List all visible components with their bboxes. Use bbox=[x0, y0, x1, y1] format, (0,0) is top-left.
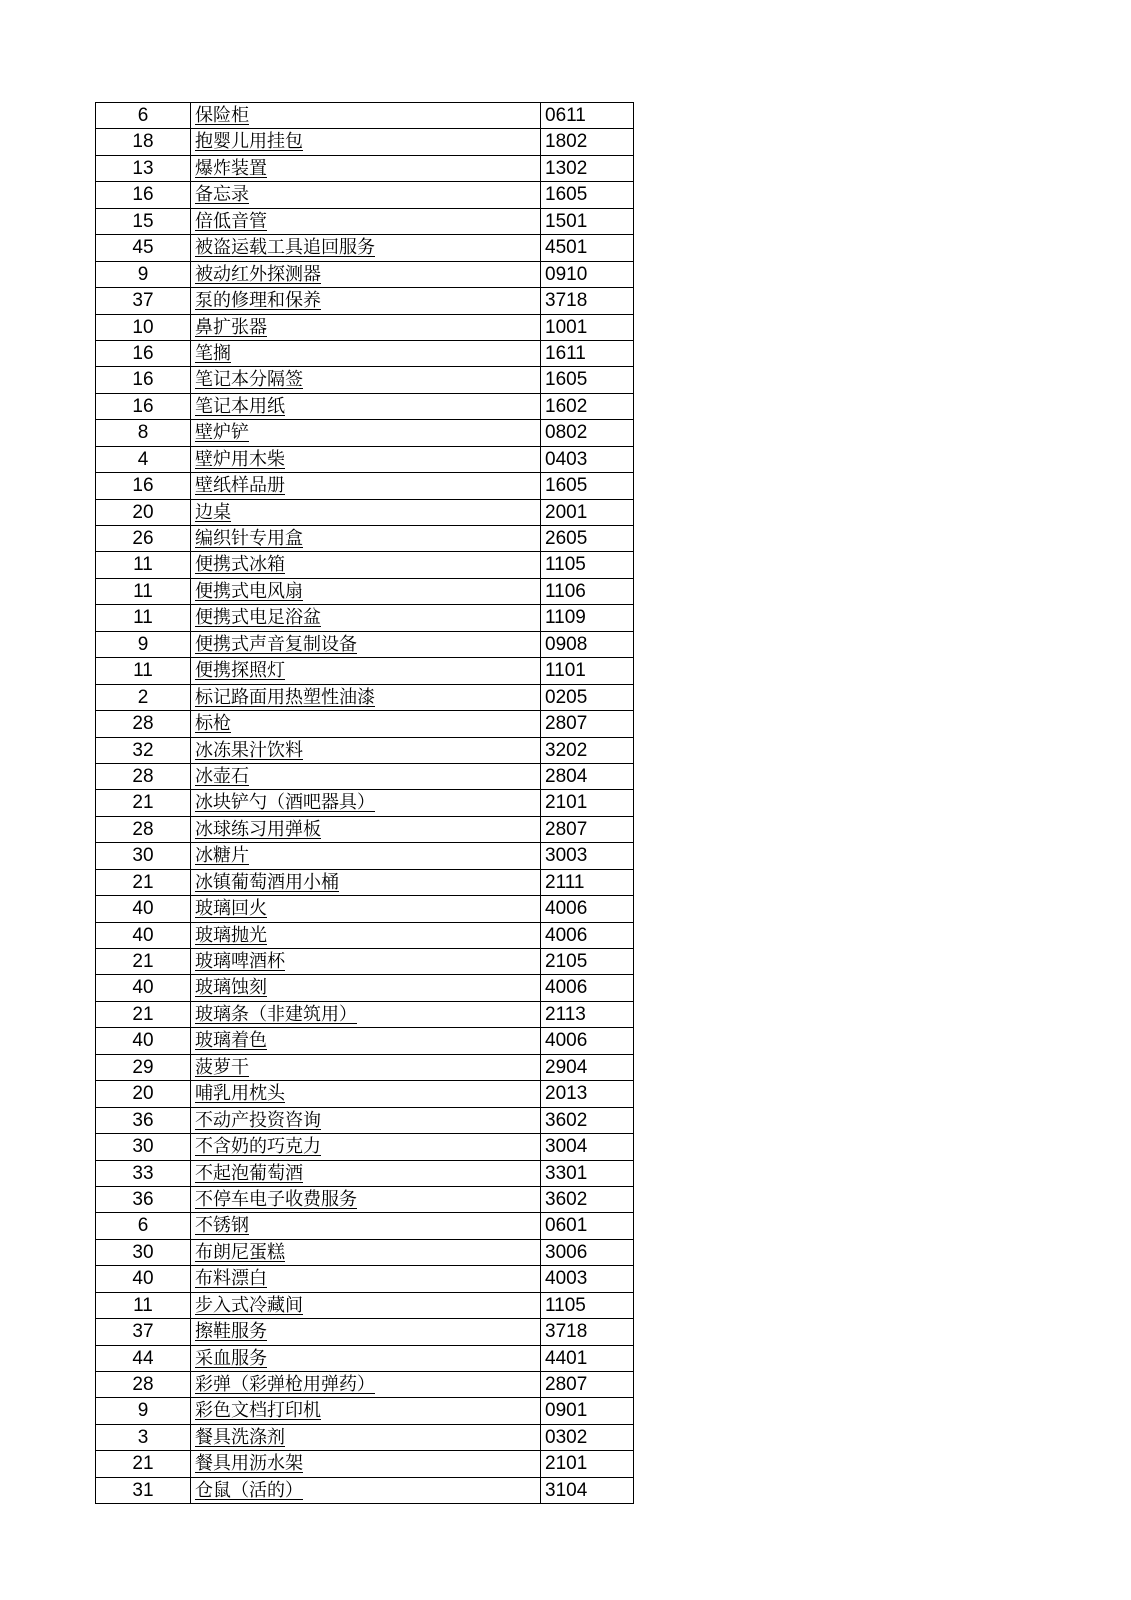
table-row bbox=[96, 1028, 634, 1054]
group-code-cell: 1605 bbox=[541, 473, 634, 499]
group-code-cell: 1106 bbox=[541, 578, 634, 604]
class-number-cell: 30 bbox=[96, 1134, 191, 1160]
class-number-cell: 18 bbox=[96, 129, 191, 155]
item-name-cell: 冰冻果汁饮料 bbox=[191, 737, 541, 763]
item-name-cell: 彩色文档打印机 bbox=[191, 1398, 541, 1424]
group-code-cell: 0601 bbox=[541, 1213, 634, 1239]
group-code-cell: 2807 bbox=[541, 816, 634, 842]
table-row bbox=[96, 922, 634, 948]
goods-classification-table bbox=[95, 102, 634, 1504]
group-code-cell: 1105 bbox=[541, 552, 634, 578]
item-name-cell: 标记路面用热塑性油漆 bbox=[191, 684, 541, 710]
table-row bbox=[96, 658, 634, 684]
group-code-cell: 1001 bbox=[541, 314, 634, 340]
item-name-cell: 笔记本分隔签 bbox=[191, 367, 541, 393]
item-name-cell: 便携式电风扇 bbox=[191, 578, 541, 604]
group-code-cell: 4003 bbox=[541, 1266, 634, 1292]
group-code-cell: 2013 bbox=[541, 1081, 634, 1107]
group-code-cell: 2105 bbox=[541, 949, 634, 975]
class-number-cell: 20 bbox=[96, 499, 191, 525]
item-name-cell: 不动产投资咨询 bbox=[191, 1107, 541, 1133]
group-code-cell: 0901 bbox=[541, 1398, 634, 1424]
item-name-cell: 不锈钢 bbox=[191, 1213, 541, 1239]
item-name-cell: 便携探照灯 bbox=[191, 658, 541, 684]
table-row bbox=[96, 949, 634, 975]
table-body bbox=[96, 103, 634, 1504]
table-row bbox=[96, 631, 634, 657]
class-number-cell: 3 bbox=[96, 1424, 191, 1450]
class-number-cell: 16 bbox=[96, 393, 191, 419]
class-number-cell: 40 bbox=[96, 896, 191, 922]
item-name-cell: 不含奶的巧克力 bbox=[191, 1134, 541, 1160]
class-number-cell: 40 bbox=[96, 975, 191, 1001]
item-name-cell: 步入式冷藏间 bbox=[191, 1292, 541, 1318]
group-code-cell: 0802 bbox=[541, 420, 634, 446]
table-row bbox=[96, 473, 634, 499]
class-number-cell: 4 bbox=[96, 446, 191, 472]
class-number-cell: 21 bbox=[96, 949, 191, 975]
item-name-cell: 被动红外探测器 bbox=[191, 261, 541, 287]
table-row bbox=[96, 790, 634, 816]
group-code-cell: 1605 bbox=[541, 182, 634, 208]
table-row bbox=[96, 446, 634, 472]
table-row bbox=[96, 816, 634, 842]
table-row bbox=[96, 129, 634, 155]
class-number-cell: 9 bbox=[96, 631, 191, 657]
class-number-cell: 28 bbox=[96, 711, 191, 737]
group-code-cell: 0302 bbox=[541, 1424, 634, 1450]
table-row bbox=[96, 1424, 634, 1450]
item-name-cell: 备忘录 bbox=[191, 182, 541, 208]
item-name-cell: 布朗尼蛋糕 bbox=[191, 1239, 541, 1265]
item-name-cell: 冰球练习用弹板 bbox=[191, 816, 541, 842]
table-row bbox=[96, 975, 634, 1001]
class-number-cell: 16 bbox=[96, 182, 191, 208]
table-row bbox=[96, 1398, 634, 1424]
table-row bbox=[96, 1054, 634, 1080]
table-row bbox=[96, 1213, 634, 1239]
group-code-cell: 4006 bbox=[541, 922, 634, 948]
item-name-cell: 玻璃着色 bbox=[191, 1028, 541, 1054]
item-name-cell: 倍低音管 bbox=[191, 208, 541, 234]
group-code-cell: 3602 bbox=[541, 1186, 634, 1212]
table-row bbox=[96, 1372, 634, 1398]
group-code-cell: 3718 bbox=[541, 1319, 634, 1345]
item-name-cell: 玻璃抛光 bbox=[191, 922, 541, 948]
item-name-cell: 便携式冰箱 bbox=[191, 552, 541, 578]
item-name-cell: 笔记本用纸 bbox=[191, 393, 541, 419]
class-number-cell: 36 bbox=[96, 1107, 191, 1133]
table-row bbox=[96, 1319, 634, 1345]
item-name-cell: 玻璃条（非建筑用） bbox=[191, 1001, 541, 1027]
item-name-cell: 玻璃啤酒杯 bbox=[191, 949, 541, 975]
group-code-cell: 1302 bbox=[541, 155, 634, 181]
group-code-cell: 3718 bbox=[541, 288, 634, 314]
item-name-cell: 彩弹（彩弹枪用弹药） bbox=[191, 1372, 541, 1398]
group-code-cell: 2605 bbox=[541, 526, 634, 552]
group-code-cell: 3202 bbox=[541, 737, 634, 763]
group-code-cell: 1109 bbox=[541, 605, 634, 631]
group-code-cell: 1802 bbox=[541, 129, 634, 155]
group-code-cell: 2001 bbox=[541, 499, 634, 525]
class-number-cell: 11 bbox=[96, 658, 191, 684]
item-name-cell: 玻璃蚀刻 bbox=[191, 975, 541, 1001]
class-number-cell: 30 bbox=[96, 1239, 191, 1265]
group-code-cell: 0611 bbox=[541, 103, 634, 129]
item-name-cell: 采血服务 bbox=[191, 1345, 541, 1371]
item-name-cell: 餐具用沥水架 bbox=[191, 1451, 541, 1477]
group-code-cell: 2101 bbox=[541, 1451, 634, 1477]
item-name-cell: 鼻扩张器 bbox=[191, 314, 541, 340]
class-number-cell: 8 bbox=[96, 420, 191, 446]
item-name-cell: 玻璃回火 bbox=[191, 896, 541, 922]
table-row bbox=[96, 367, 634, 393]
table-row bbox=[96, 314, 634, 340]
group-code-cell: 4501 bbox=[541, 235, 634, 261]
item-name-cell: 不起泡葡萄酒 bbox=[191, 1160, 541, 1186]
class-number-cell: 21 bbox=[96, 1001, 191, 1027]
class-number-cell: 10 bbox=[96, 314, 191, 340]
class-number-cell: 20 bbox=[96, 1081, 191, 1107]
class-number-cell: 33 bbox=[96, 1160, 191, 1186]
class-number-cell: 45 bbox=[96, 235, 191, 261]
item-name-cell: 布料漂白 bbox=[191, 1266, 541, 1292]
group-code-cell: 4006 bbox=[541, 1028, 634, 1054]
group-code-cell: 3003 bbox=[541, 843, 634, 869]
group-code-cell: 2807 bbox=[541, 1372, 634, 1398]
item-name-cell: 编织针专用盒 bbox=[191, 526, 541, 552]
table-row bbox=[96, 1292, 634, 1318]
table-row bbox=[96, 684, 634, 710]
class-number-cell: 6 bbox=[96, 103, 191, 129]
class-number-cell: 2 bbox=[96, 684, 191, 710]
table-row bbox=[96, 103, 634, 129]
table-row bbox=[96, 155, 634, 181]
table-row bbox=[96, 235, 634, 261]
table-row bbox=[96, 261, 634, 287]
table-row bbox=[96, 288, 634, 314]
table-row bbox=[96, 1451, 634, 1477]
table-row bbox=[96, 499, 634, 525]
item-name-cell: 便携式声音复制设备 bbox=[191, 631, 541, 657]
table-row bbox=[96, 1001, 634, 1027]
table-row bbox=[96, 711, 634, 737]
group-code-cell: 3104 bbox=[541, 1477, 634, 1503]
class-number-cell: 16 bbox=[96, 340, 191, 366]
item-name-cell: 餐具洗涤剂 bbox=[191, 1424, 541, 1450]
group-code-cell: 3006 bbox=[541, 1239, 634, 1265]
class-number-cell: 40 bbox=[96, 1266, 191, 1292]
table-row bbox=[96, 1345, 634, 1371]
item-name-cell: 冰块铲勺（酒吧器具） bbox=[191, 790, 541, 816]
item-name-cell: 抱婴儿用挂包 bbox=[191, 129, 541, 155]
item-name-cell: 冰镇葡萄酒用小桶 bbox=[191, 869, 541, 895]
group-code-cell: 1501 bbox=[541, 208, 634, 234]
class-number-cell: 28 bbox=[96, 1372, 191, 1398]
item-name-cell: 不停车电子收费服务 bbox=[191, 1186, 541, 1212]
table-row bbox=[96, 869, 634, 895]
group-code-cell: 3602 bbox=[541, 1107, 634, 1133]
group-code-cell: 0403 bbox=[541, 446, 634, 472]
class-number-cell: 28 bbox=[96, 763, 191, 789]
class-number-cell: 11 bbox=[96, 605, 191, 631]
table-row bbox=[96, 763, 634, 789]
table-row bbox=[96, 578, 634, 604]
group-code-cell: 4401 bbox=[541, 1345, 634, 1371]
class-number-cell: 30 bbox=[96, 843, 191, 869]
item-name-cell: 菠萝干 bbox=[191, 1054, 541, 1080]
group-code-cell: 1101 bbox=[541, 658, 634, 684]
class-number-cell: 32 bbox=[96, 737, 191, 763]
group-code-cell: 2804 bbox=[541, 763, 634, 789]
class-number-cell: 26 bbox=[96, 526, 191, 552]
class-number-cell: 40 bbox=[96, 922, 191, 948]
class-number-cell: 44 bbox=[96, 1345, 191, 1371]
class-number-cell: 37 bbox=[96, 288, 191, 314]
group-code-cell: 4006 bbox=[541, 896, 634, 922]
group-code-cell: 0205 bbox=[541, 684, 634, 710]
group-code-cell: 1611 bbox=[541, 340, 634, 366]
class-number-cell: 11 bbox=[96, 1292, 191, 1318]
group-code-cell: 1602 bbox=[541, 393, 634, 419]
table-row bbox=[96, 393, 634, 419]
table-row bbox=[96, 1239, 634, 1265]
table-row bbox=[96, 552, 634, 578]
table-row bbox=[96, 526, 634, 552]
class-number-cell: 15 bbox=[96, 208, 191, 234]
class-number-cell: 29 bbox=[96, 1054, 191, 1080]
group-code-cell: 2807 bbox=[541, 711, 634, 737]
class-number-cell: 21 bbox=[96, 790, 191, 816]
item-name-cell: 标枪 bbox=[191, 711, 541, 737]
class-number-cell: 31 bbox=[96, 1477, 191, 1503]
class-number-cell: 28 bbox=[96, 816, 191, 842]
group-code-cell: 0910 bbox=[541, 261, 634, 287]
item-name-cell: 壁炉用木柴 bbox=[191, 446, 541, 472]
table-row bbox=[96, 420, 634, 446]
table-row bbox=[96, 182, 634, 208]
class-number-cell: 37 bbox=[96, 1319, 191, 1345]
item-name-cell: 爆炸装置 bbox=[191, 155, 541, 181]
class-number-cell: 16 bbox=[96, 473, 191, 499]
class-number-cell: 11 bbox=[96, 578, 191, 604]
group-code-cell: 0908 bbox=[541, 631, 634, 657]
group-code-cell: 4006 bbox=[541, 975, 634, 1001]
table-row bbox=[96, 1477, 634, 1503]
class-number-cell: 36 bbox=[96, 1186, 191, 1212]
table-row bbox=[96, 1081, 634, 1107]
class-number-cell: 21 bbox=[96, 869, 191, 895]
table-row bbox=[96, 1107, 634, 1133]
table-row bbox=[96, 896, 634, 922]
class-number-cell: 40 bbox=[96, 1028, 191, 1054]
group-code-cell: 2101 bbox=[541, 790, 634, 816]
group-code-cell: 3301 bbox=[541, 1160, 634, 1186]
item-name-cell: 哺乳用枕头 bbox=[191, 1081, 541, 1107]
item-name-cell: 壁炉铲 bbox=[191, 420, 541, 446]
table-row bbox=[96, 1134, 634, 1160]
class-number-cell: 21 bbox=[96, 1451, 191, 1477]
item-name-cell: 擦鞋服务 bbox=[191, 1319, 541, 1345]
table-row bbox=[96, 605, 634, 631]
class-number-cell: 13 bbox=[96, 155, 191, 181]
class-number-cell: 16 bbox=[96, 367, 191, 393]
class-number-cell: 9 bbox=[96, 261, 191, 287]
group-code-cell: 2904 bbox=[541, 1054, 634, 1080]
class-number-cell: 11 bbox=[96, 552, 191, 578]
group-code-cell: 3004 bbox=[541, 1134, 634, 1160]
class-number-cell: 9 bbox=[96, 1398, 191, 1424]
table-row bbox=[96, 1266, 634, 1292]
group-code-cell: 1605 bbox=[541, 367, 634, 393]
table-row bbox=[96, 1160, 634, 1186]
item-name-cell: 冰壶石 bbox=[191, 763, 541, 789]
item-name-cell: 冰糖片 bbox=[191, 843, 541, 869]
item-name-cell: 壁纸样品册 bbox=[191, 473, 541, 499]
item-name-cell: 便携式电足浴盆 bbox=[191, 605, 541, 631]
item-name-cell: 泵的修理和保养 bbox=[191, 288, 541, 314]
group-code-cell: 1105 bbox=[541, 1292, 634, 1318]
group-code-cell: 2111 bbox=[541, 869, 634, 895]
group-code-cell: 2113 bbox=[541, 1001, 634, 1027]
item-name-cell: 仓鼠（活的） bbox=[191, 1477, 541, 1503]
table-row bbox=[96, 737, 634, 763]
table-row bbox=[96, 843, 634, 869]
class-number-cell: 6 bbox=[96, 1213, 191, 1239]
table-row bbox=[96, 1186, 634, 1212]
item-name-cell: 保险柜 bbox=[191, 103, 541, 129]
table-row bbox=[96, 208, 634, 234]
item-name-cell: 被盗运载工具追回服务 bbox=[191, 235, 541, 261]
table-row bbox=[96, 340, 634, 366]
item-name-cell: 边桌 bbox=[191, 499, 541, 525]
item-name-cell: 笔搁 bbox=[191, 340, 541, 366]
